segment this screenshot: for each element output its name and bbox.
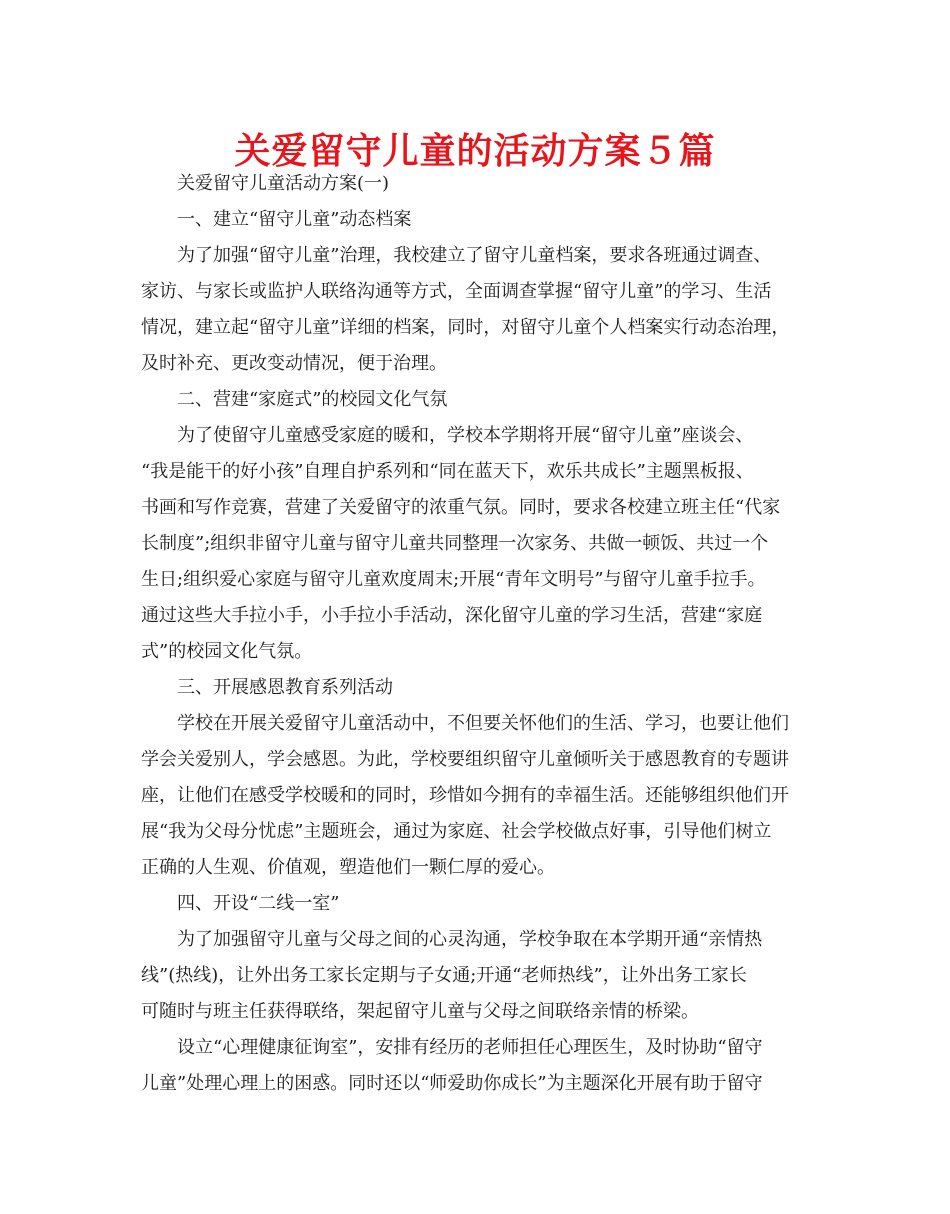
section-heading: 三、开展感恩教育系列活动 <box>177 677 393 698</box>
paragraph-line: 为了加强“留守儿童”治理，我校建立了留守儿童档案，要求各班通过调查、 <box>177 245 772 266</box>
paragraph-line: 学校在开展关爱留守儿童活动中，不但要关怀他们的生活、学习，也要让他们 <box>177 713 789 734</box>
paragraph-line: 儿童”处理心理上的困惑。同时还以“师爱助你成长”为主题深化开展有助于留守 <box>141 1073 763 1094</box>
paragraph-line: “我是能干的好小孩”自理自护系列和“同在蓝天下，欢乐共成长”主题黑板报、 <box>141 461 754 482</box>
paragraph-line: 为了加强留守儿童与父母之间的心灵沟通，学校争取在本学期开通“亲情热 <box>177 929 763 950</box>
paragraph-line: 家访、与家长或监护人联络沟通等方式，全面调查掌握“留守儿童”的学习、生活 <box>141 281 772 302</box>
section-heading: 关爱留守儿童活动方案(一) <box>177 173 390 194</box>
document-body <box>141 166 816 1102</box>
paragraph-line: 情况，建立起“留守儿童”详细的档案，同时，对留守儿童个人档案实行动态治理， <box>141 317 790 338</box>
paragraph-line: 式”的校园文化气氛。 <box>141 641 313 662</box>
paragraph-line: 座，让他们在感受学校暖和的同时，珍惜如今拥有的幸福生活。还能够组织他们开 <box>141 785 789 806</box>
paragraph-line: 及时补充、更改变动情况，便于治理。 <box>141 353 447 374</box>
document-title: 关爱留守儿童的活动方案５篇 <box>234 131 716 172</box>
paragraph-line: 正确的人生观、价值观，塑造他们一颗仁厚的爱心。 <box>141 857 555 878</box>
section-heading: 四、开设“二线一室” <box>177 893 340 914</box>
paragraph-line: 为了使留守儿童感受家庭的暖和，学校本学期将开展“留守儿童”座谈会、 <box>177 425 754 446</box>
paragraph-line: 可随时与班主任获得联络，架起留守儿童与父母之间联络亲情的桥梁。 <box>141 1001 699 1022</box>
paragraph-line: 书画和写作竞赛，营建了关爱留守的浓重气氛。同时，要求各校建立班主任“代家 <box>141 497 781 518</box>
paragraph-line: 长制度”;组织非留守儿童与留守儿童共同整理一次家务、共做一顿饭、共过一个 <box>141 533 769 554</box>
paragraph-line: 生日;组织爱心家庭与留守儿童欢度周末;开展“青年文明号”与留守儿童手拉手。 <box>141 569 766 590</box>
paragraph-line: 线”(热线)，让外出务工家长定期与子女通;开通“老师热线”，让外出务工家长 <box>141 965 747 986</box>
section-heading: 一、建立“留守儿童”动态档案 <box>177 209 412 230</box>
section-heading: 二、营建“家庭式”的校园文化气氛 <box>177 389 448 410</box>
paragraph-line: 设立“心理健康征询室”，安排有经历的老师担任心理医生，及时协助“留守 <box>177 1037 763 1058</box>
paragraph-line: 学会关爱别人，学会感恩。为此，学校要组织留守儿童倾听关于感恩教育的专题讲 <box>141 749 789 770</box>
paragraph-line: 展“我为父母分忧虑”主题班会，通过为家庭、社会学校做点好事，引导他们树立 <box>141 821 772 842</box>
paragraph-line: 通过这些大手拉小手，小手拉小手活动，深化留守儿童的学习生活，营建“家庭 <box>141 605 763 626</box>
